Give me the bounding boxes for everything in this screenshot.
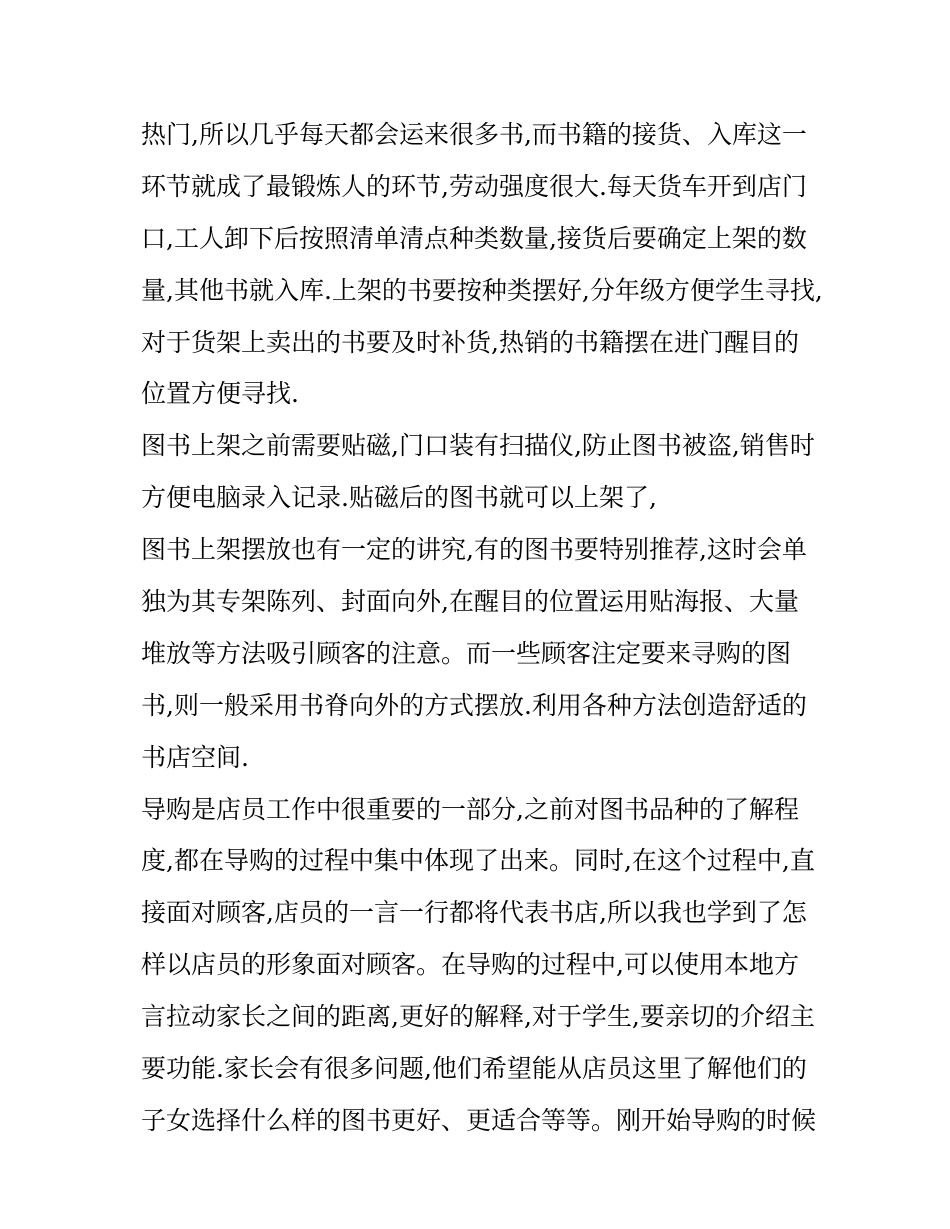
text-line: 对于货架上卖出的书要及时补货,热销的书籍摆在进门醒目的: [141, 327, 799, 357]
text-line: 言拉动家长之间的距离,更好的解释,对于学生,要亲切的介绍主: [141, 1002, 815, 1032]
text-line: 堆放等方法吸引顾客的注意。而一些顾客注定要来寻购的图: [141, 638, 792, 668]
document-body: [141, 109, 821, 1147]
text-line: 接面对顾客,店员的一言一行都将代表书店,所以我也学到了怎: [141, 898, 807, 928]
text-line: 子女选择什么样的图书更好、更适合等等。刚开始导购的时候: [141, 1105, 817, 1135]
text-line: 独为其专架陈列、封面向外,在醒目的位置运用贴海报、大量: [141, 587, 799, 617]
text-line: 口,工人卸下后按照清单清点种类数量,接货后要确定上架的数: [141, 223, 807, 253]
text-line: 样以店员的形象面对顾客。在导购的过程中,可以使用本地方: [141, 950, 799, 980]
text-line: 位置方便寻找.: [141, 379, 299, 409]
text-line: 热门,所以几乎每天都会运来很多书,而书籍的接货、入库这一: [141, 120, 807, 149]
text-line: 量,其他书就入库.上架的书要按种类摆好,分年级方便学生寻找,: [141, 275, 823, 305]
text-line: 图书上架摆放也有一定的讲究,有的图书要特别推荐,这时会单: [141, 535, 807, 565]
text-line: 书店空间.: [141, 742, 249, 772]
text-line: 环节就成了最锻炼人的环节,劳动强度很大.每天货车开到店门: [141, 171, 807, 201]
text-line: 要功能.家长会有很多问题,他们希望能从店员这里了解他们的: [141, 1054, 807, 1084]
text-line: 方便电脑录入记录.贴磁后的图书就可以上架了,: [141, 483, 657, 513]
text-line: 导购是店员工作中很重要的一部分,之前对图书品种的了解程: [141, 794, 799, 824]
text-line: 图书上架之前需要贴磁,门口装有扫描仪,防止图书被盗,销售时: [141, 431, 815, 461]
text-line: 书,则一般采用书脊向外的方式摆放.利用各种方法创造舒适的: [141, 690, 807, 720]
text-line: 度,都在导购的过程中集中体现了出来。同时,在这个过程中,直: [141, 846, 815, 876]
